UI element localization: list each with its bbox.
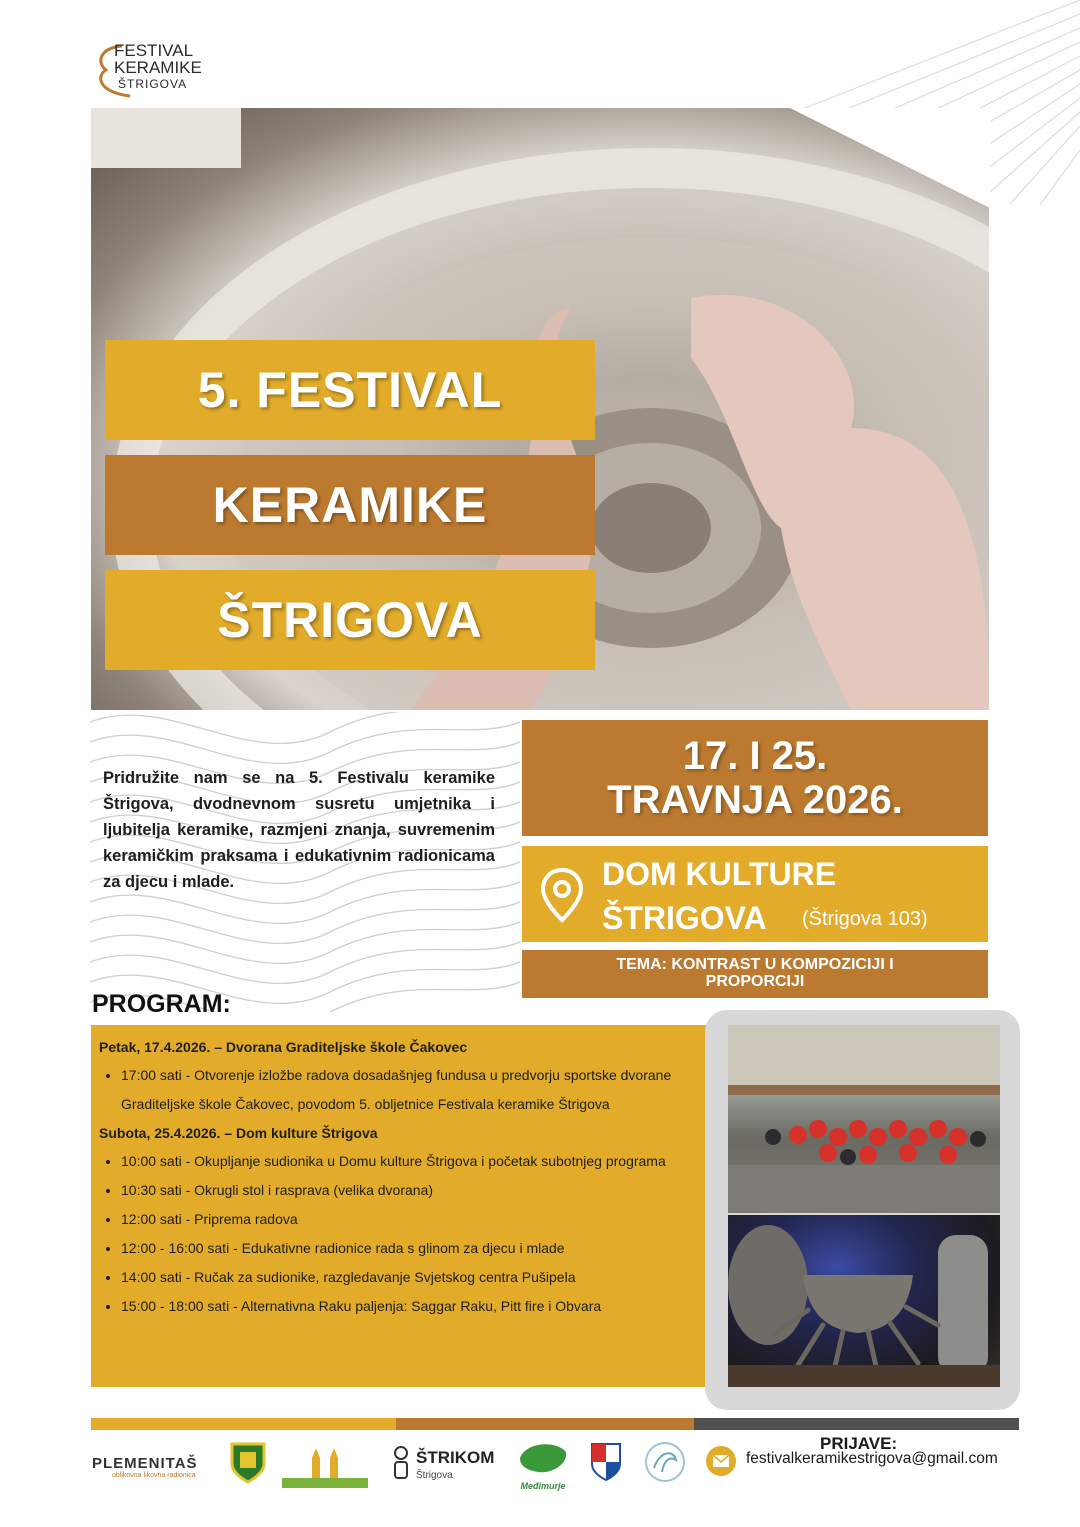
county-crest-icon	[590, 1442, 622, 1482]
day-2-list	[99, 1147, 717, 1321]
day-1-title: Petak, 17.4.2026. – Dvorana Graditeljske škole Čakovec	[99, 1039, 468, 1055]
medimurje-leaf-icon	[516, 1440, 570, 1476]
logo-line-3: ŠTRIGOVA	[118, 77, 188, 91]
date-line-1: 17. I 25.	[682, 734, 828, 778]
email-icon	[706, 1446, 736, 1476]
title-line-1: 5. FESTIVAL	[105, 340, 595, 440]
registration-label: PRIJAVE:	[820, 1434, 898, 1453]
location-pin-icon	[540, 868, 584, 924]
logo-line-1: FESTIVAL	[114, 41, 194, 60]
venue-box	[522, 846, 988, 942]
theme-line-1: TEMA: KONTRAST U KOMPOZICIJI I	[616, 956, 894, 973]
hero-corner-cut	[790, 108, 990, 208]
venue-line-1: DOM KULTURE	[602, 856, 837, 892]
program-item: • 12:00 - 16:00 sati - Edukativne radionice rada s glinom za djecu i mlade	[121, 1234, 717, 1263]
date-line-2: TRAVNJA 2026.	[607, 778, 903, 822]
program-item: • 17:00 sati - Otvorenje izložbe radova dosadašnjeg fundusa u predvorju sportske dvorane Graditeljske škole Čakovec, povodom 5. obljetnice Festivala keramike Štrigova	[121, 1061, 717, 1119]
title-line-2: KERAMIKE	[105, 455, 595, 555]
venue-line-2: ŠTRIGOVA	[602, 900, 767, 936]
program-item: • 10:00 sati - Okupljanje sudionika u Domu kulture Štrigova i početak subotnjeg programa	[121, 1147, 717, 1176]
program-item: • 15:00 - 18:00 sati - Alternativna Raku paljenja: Saggar Raku, Pitt fire i Obvara	[121, 1292, 717, 1321]
church-logo-icon	[282, 1444, 368, 1488]
coat-of-arms-icon	[230, 1442, 266, 1484]
sponsor-plemenitas-sub: oblikovna likovna radionica	[112, 1472, 196, 1479]
event-date	[522, 720, 988, 836]
wave-circle-logo-icon	[644, 1440, 686, 1484]
sponsor-plemenitas-name: PLEMENITAŠ	[92, 1455, 198, 1472]
intro-text: Pridružite nam se na 5. Festivalu keramike Štrigova, dvodnevnom susretu umjetnika i ljubitelja keramike, razmjeni znanja, suvremenim keramičkim praksama i edukativnim radionicama za djecu i mlade.	[103, 769, 495, 891]
festival-logo	[92, 38, 252, 100]
theme-line-2: PROPORCIJI	[705, 973, 805, 990]
footer-bar-gray	[694, 1418, 1019, 1430]
ceramics-illustration	[728, 1215, 1000, 1387]
program-item: • 12:00 sati - Priprema radova	[121, 1205, 717, 1234]
theme-box	[522, 950, 988, 998]
sponsor-medimurje	[516, 1440, 570, 1490]
program-item: • 10:30 sati - Okrugli stol i rasprava (velika dvorana)	[121, 1176, 717, 1205]
footer-bar-gold	[91, 1418, 396, 1430]
strikom-logo-icon	[392, 1446, 410, 1480]
group-photo-illustration	[728, 1025, 1000, 1213]
medimurje-name: Međimurje	[520, 1481, 566, 1491]
program-item: • 14:00 sati - Ručak za sudionike, razgledavanje Svjetskog centra Pušipela	[121, 1263, 717, 1292]
venue-address: (Štrigova 103)	[802, 908, 928, 930]
sponsor-plemenitas	[92, 1455, 212, 1495]
day-2-title: Subota, 25.4.2026. – Dom kulture Štrigova	[99, 1125, 378, 1141]
footer-bar-brown	[396, 1418, 694, 1430]
program-heading: PROGRAM:	[92, 990, 231, 1018]
logo-line-2: KERAMIKE	[114, 58, 202, 77]
program-box	[91, 1025, 727, 1387]
strikom-name: ŠTRIKOM	[416, 1448, 495, 1467]
ceramics-photo	[728, 1215, 1000, 1387]
email-link[interactable]: festivalkeramikestrigova@gmail.com	[746, 1450, 998, 1467]
title-line-3: ŠTRIGOVA	[105, 570, 595, 670]
day-1-list	[99, 1061, 717, 1119]
strikom-sub: Štrigova	[416, 1470, 453, 1481]
group-photo	[728, 1025, 1000, 1213]
